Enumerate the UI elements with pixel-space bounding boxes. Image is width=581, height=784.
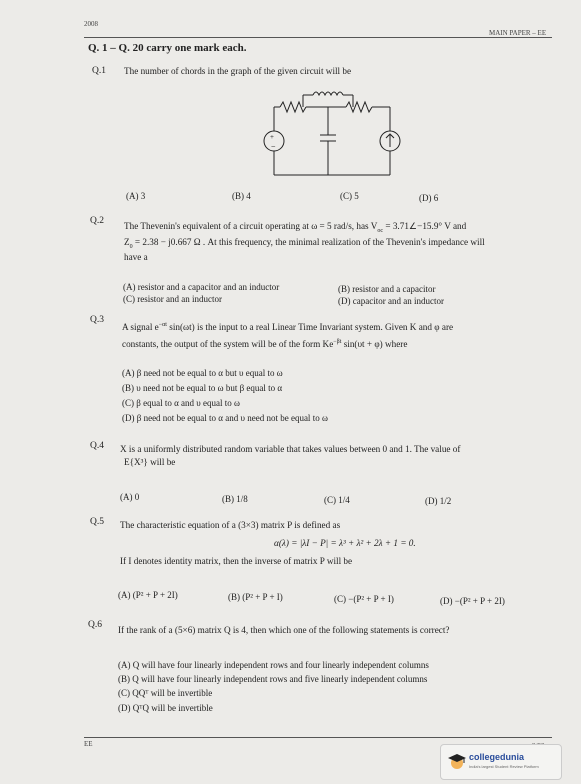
q4-option-b: (B) 1/8 xyxy=(222,494,248,504)
circuit-diagram xyxy=(258,89,408,181)
q4-line2: E{X³} will be xyxy=(124,457,176,467)
q2-option-b: (B) resistor and a capacitor xyxy=(338,284,436,294)
q5-line3: If I denotes identity matrix, then the inverse of matrix P will be xyxy=(120,556,353,566)
q3-line1: A signal $e^{-\alpha t}$ sin(ωt) is the input to a real Linear Time Invariant system. Given K and φ are xyxy=(122,322,454,333)
q2-line1: The Thevenin's equivalent of a circuit operating at ω = 5 rad/s, has $V_{oc}$ = 3.71∠−15.9° V and xyxy=(124,221,467,234)
footer-left: EE xyxy=(84,740,93,748)
q2-option-a: (A) resistor and a capacitor and an inductor xyxy=(123,282,280,292)
q5-option-b: (B) (P² + P + I) xyxy=(228,592,283,602)
q1-option-c: (C) 5 xyxy=(340,191,359,201)
q6-option-b: (B) Q will have four linearly independent rows and five linearly independent columns xyxy=(118,674,428,684)
q2-option-d: (D) capacitor and an inductor xyxy=(338,296,444,306)
q3-line2: constants, the output of the system will be of the form $Ke^{-\beta t}$ sin(υt + φ) where xyxy=(122,339,408,350)
q2-line2: $Z_0 = 2.38 - j0.667$ Ω . At this frequency, the minimal realization of the Thevenin's impedance will xyxy=(124,237,485,250)
q3-option-a: (A) β need not be equal to α but υ equal to ω xyxy=(122,368,283,378)
q5-equation: α(λ) = |λI − P| = λ³ + λ² + 2λ + 1 = 0. xyxy=(274,538,416,548)
logo-tagline: India's largest Student Review Platform xyxy=(469,764,539,769)
q5-option-c: (C) −(P² + P + I) xyxy=(334,594,394,604)
section-title: Q. 1 – Q. 20 carry one mark each. xyxy=(88,42,247,54)
q5-option-d: (D) −(P² + P + 2I) xyxy=(440,596,505,606)
collegedunia-watermark xyxy=(440,744,562,780)
q2-number: Q.2 xyxy=(90,216,104,226)
q1-option-b: (B) 4 xyxy=(232,191,251,201)
q5-line1: The characteristic equation of a (3×3) matrix P is defined as xyxy=(120,520,341,530)
q2-option-c: (C) resistor and an inductor xyxy=(123,294,222,304)
logo-name: collegedunia xyxy=(469,752,525,762)
q4-option-a: (A) 0 xyxy=(120,492,140,502)
q6-option-c: (C) QQᵀ will be invertible xyxy=(118,688,213,698)
q3-option-c: (C) β equal to α and υ equal to ω xyxy=(122,398,240,408)
q3-option-d: (D) β need not be equal to α and υ need not be equal to ω xyxy=(122,413,328,423)
q1-number: Q.1 xyxy=(92,66,106,76)
header-year: 2008 xyxy=(84,20,98,28)
q6-option-d: (D) QᵀQ will be invertible xyxy=(118,703,213,713)
q1-option-a: (A) 3 xyxy=(126,191,146,201)
q6-option-a: (A) Q will have four linearly independent rows and four linearly independent columns xyxy=(118,660,429,670)
q6-line1: If the rank of a (5×6) matrix Q is 4, then which one of the following statements is correct? xyxy=(118,625,450,635)
svg-text:−: − xyxy=(271,142,276,151)
q1-text: The number of chords in the graph of the given circuit will be xyxy=(124,66,352,76)
q4-option-c: (C) 1/4 xyxy=(324,495,350,505)
q3-option-b: (B) υ need not be equal to ω but β equal to α xyxy=(122,383,283,393)
q1-option-d: (D) 6 xyxy=(419,193,439,203)
svg-text:+: + xyxy=(270,133,274,141)
graduation-cap-icon xyxy=(447,751,467,771)
q4-line1: X is a uniformly distributed random variable that takes values between 0 and 1. The value of xyxy=(120,444,461,454)
q6-number: Q.6 xyxy=(88,620,102,630)
header-paper: MAIN PAPER – EE xyxy=(489,29,547,37)
footer-rule xyxy=(84,737,552,738)
q5-number: Q.5 xyxy=(90,517,104,527)
q4-option-d: (D) 1/2 xyxy=(425,496,452,506)
q4-number: Q.4 xyxy=(90,441,104,451)
header-rule xyxy=(84,37,552,38)
q5-option-a: (A) (P² + P + 2I) xyxy=(118,590,178,600)
q2-line3: have a xyxy=(124,252,148,262)
q3-number: Q.3 xyxy=(90,315,104,325)
